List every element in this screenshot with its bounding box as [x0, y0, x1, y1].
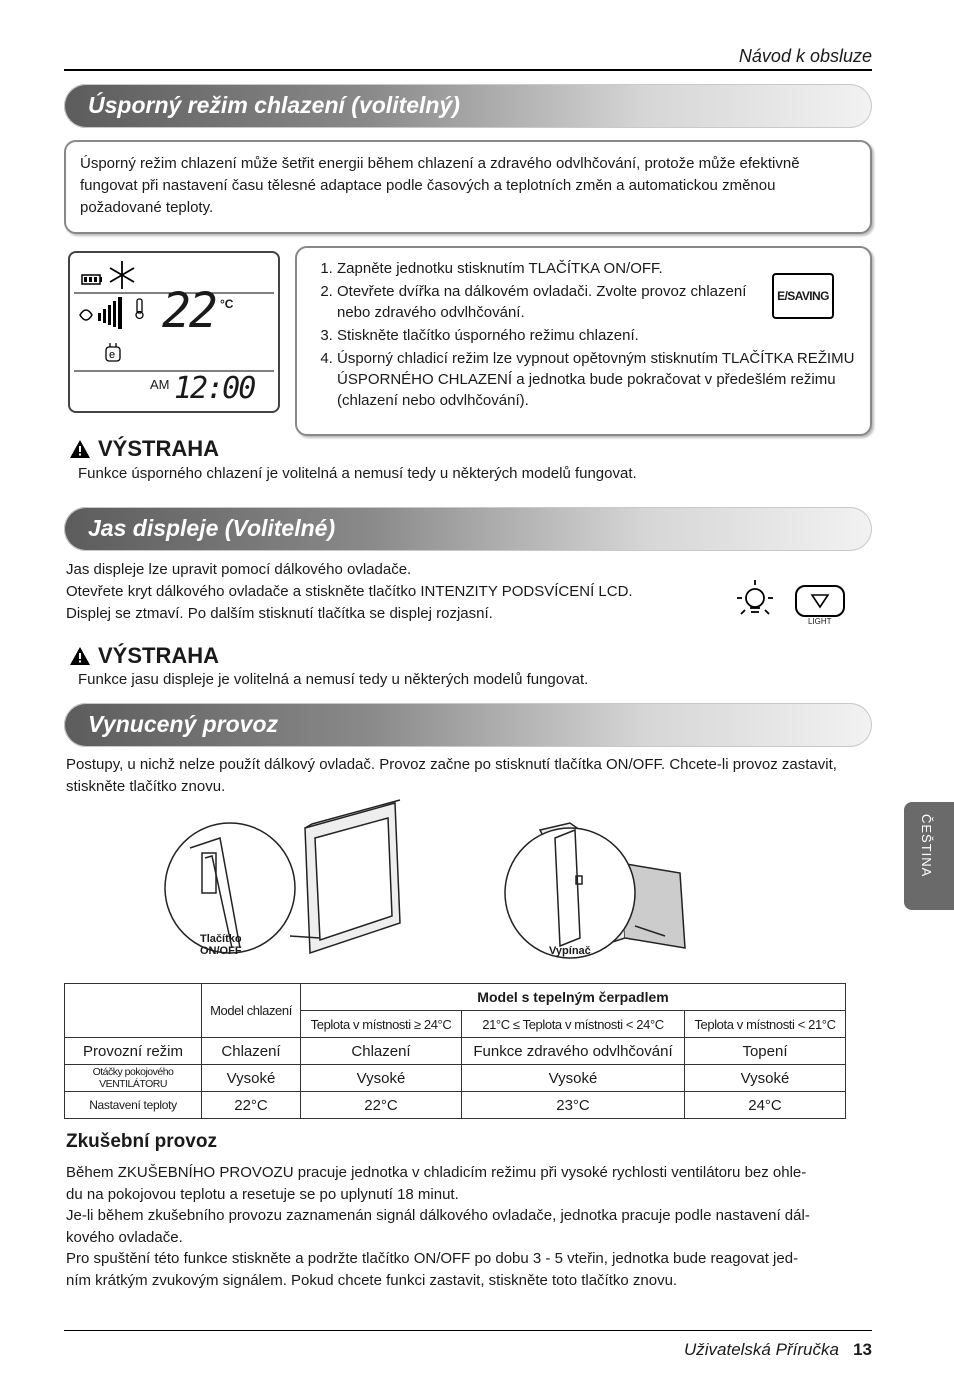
- steps-box: [295, 246, 872, 436]
- table-cell: Vysoké: [202, 1065, 301, 1092]
- table-cell: Chlazení: [202, 1038, 301, 1065]
- table-cell: Chlazení: [301, 1038, 462, 1065]
- warning-icon: [70, 440, 90, 458]
- section-band-brightness: [64, 507, 872, 551]
- light-button[interactable]: [795, 585, 845, 617]
- table-cell: 23°C: [462, 1092, 685, 1119]
- on-off-button-label: [200, 933, 242, 957]
- switch-label: Vypínač: [549, 945, 591, 957]
- forced-operation-table: [64, 983, 846, 1119]
- warning-text: Funkce úsporného chlazení je volitelná a nemusí tedy u některých modelů fungovat.: [78, 465, 637, 482]
- table-cell: 24°C: [685, 1092, 846, 1119]
- brightness-text: [66, 559, 726, 625]
- fan-icon: [80, 297, 122, 329]
- table-row: [65, 1065, 846, 1092]
- test-body: [66, 1162, 872, 1291]
- step-item: 1. Zapněte jednotku stisknutím TLAČÍTKA ON/OFF.: [337, 258, 857, 279]
- table-cell: 22°C: [202, 1092, 301, 1119]
- language-tab: [904, 802, 954, 910]
- table-cell: Vysoké: [301, 1065, 462, 1092]
- table-cell: Vysoké: [462, 1065, 685, 1092]
- warning-heading: [70, 436, 219, 462]
- brightness-line: Jas displeje lze upravit pomocí dálkového ovladače.: [66, 561, 412, 578]
- intro-box: [64, 140, 872, 234]
- label-line: ON/OFF: [200, 945, 242, 957]
- lightbulb-icon: [732, 578, 778, 624]
- sub-header: Teplota v místnosti ≥ 24°C: [301, 1011, 462, 1038]
- section-title: Úsporný režim chlazení (volitelný): [88, 92, 460, 118]
- section-band-forced: [64, 703, 872, 747]
- footer-label: Uživatelská Příručka: [683, 1340, 839, 1359]
- test-line: Během ZKUŠEBNÍHO PROVOZU pracuje jednotka v chladicím režimu při vysoké rychlosti ventilátoru bez ohle-: [66, 1164, 807, 1181]
- language-tab-label: ČEŠTINA: [919, 814, 934, 878]
- table-cell: Topení: [685, 1038, 846, 1065]
- battery-icon: [82, 275, 102, 284]
- e-saving-button[interactable]: E/SAVING: [772, 273, 834, 319]
- footer-rule: [64, 1330, 872, 1331]
- step-item: 4. Úsporný chladicí režim lze vypnout opětovným stisknutím TLAČÍTKA REŽIMU ÚSPORNÉHO CHLAZENÍ a jednotka bude pokračovat v předešlém režimu (chlazení nebo odvlhčování).: [337, 348, 857, 411]
- col-header: Model s tepelným čerpadlem: [301, 984, 846, 1011]
- row-label: Otáčky pokojového VENTILÁTORU: [65, 1065, 202, 1092]
- display-ampm: AM: [150, 377, 170, 392]
- table-cell: 22°C: [301, 1092, 462, 1119]
- indoor-unit-figure-2: [500, 818, 700, 968]
- doc-title: Návod k obsluze: [738, 46, 872, 66]
- col-header: Model chlazení: [202, 984, 301, 1038]
- thermometer-icon: [136, 299, 143, 319]
- table-cell: Funkce zdravého odvlhčování: [462, 1038, 685, 1065]
- snowflake-icon: [110, 261, 134, 289]
- section-title: Jas displeje (Volitelné): [88, 515, 336, 541]
- section-title: Vynucený provoz: [88, 711, 279, 737]
- test-line: Je-li během zkušebního provozu zaznamenán signál dálkového ovladače, jednotka pracuje podle nastavení dál-: [66, 1207, 810, 1224]
- table-row: [65, 1038, 846, 1065]
- forced-intro: Postupy, u nichž nelze použít dálkový ovladač. Provoz začne po stisknutí tlačítka ON/OFF. Chcete-li provoz zastavit, stiskněte tlačítko znovu.: [66, 756, 837, 795]
- test-line: Pro spuštění této funkce stiskněte a podržte tlačítko ON/OFF po dobu 3 - 5 vteřin, jednotka bude reagovat jed-: [66, 1250, 799, 1267]
- sub-header: 21°C ≤ Teplota v místnosti < 24°C: [462, 1011, 685, 1038]
- table-cell: Vysoké: [685, 1065, 846, 1092]
- table-corner: [65, 984, 202, 1038]
- header-rule: [64, 69, 872, 71]
- row-label: Nastavení teploty: [65, 1092, 202, 1119]
- page-number: 13: [853, 1340, 872, 1359]
- svg-text:e: e: [109, 349, 116, 361]
- light-button-label: LIGHT: [808, 617, 832, 626]
- warning-heading: [70, 643, 219, 669]
- table-row: [65, 1092, 846, 1119]
- step-item: 3. Stiskněte tlačítko úsporného režimu chlazení.: [337, 325, 857, 346]
- test-line: kového ovladače.: [66, 1228, 183, 1246]
- footer: [684, 1340, 872, 1360]
- remote-display: [68, 251, 280, 413]
- display-time: 12:00: [174, 371, 255, 406]
- warning-text: Funkce jasu displeje je volitelná a nemusí tedy u některých modelů fungovat.: [78, 671, 589, 688]
- warning-icon: [70, 647, 90, 665]
- indoor-unit-figure-1: [160, 798, 420, 968]
- brightness-line: Displej se ztmaví. Po dalším stisknutí tlačítka se displej rozjasní.: [66, 605, 493, 622]
- intro-text: Úsporný režim chlazení může šetřit energii během chlazení a zdravého odvlhčování, protože může efektivně fungovat při nastavení času tělesné adaptace podle časových a teplotních změn a automatickou změnou požadované teploty.: [80, 155, 800, 216]
- sub-header: Teplota v místnosti < 21°C: [685, 1011, 846, 1038]
- test-line: du na pokojovou teplotu a resetuje se po uplynutí 18 minut.: [66, 1185, 459, 1203]
- warning-title: VÝSTRAHA: [98, 436, 220, 461]
- display-temperature: 22: [162, 283, 216, 339]
- label-line: Tlačítko: [200, 933, 242, 945]
- test-title: Zkušební provoz: [66, 1131, 217, 1152]
- row-label: Provozní režim: [65, 1038, 202, 1065]
- triangle-down-icon: [797, 587, 843, 615]
- brightness-line: Otevřete kryt dálkového ovladače a stiskněte tlačítko INTENZITY PODSVÍCENÍ LCD.: [66, 583, 633, 600]
- display-unit: °C: [220, 297, 234, 311]
- test-line: ním krátkým zvukovým signálem. Pokud chcete funkci zastavit, stiskněte toto tlačítko znovu.: [66, 1271, 678, 1289]
- warning-title: VÝSTRAHA: [98, 643, 220, 668]
- step-item: 2. Otevřete dvířka na dálkovém ovladači. Zvolte provoz chlazení nebo zdravého odvlhčování.: [337, 281, 757, 323]
- section-band-saving: [64, 84, 872, 128]
